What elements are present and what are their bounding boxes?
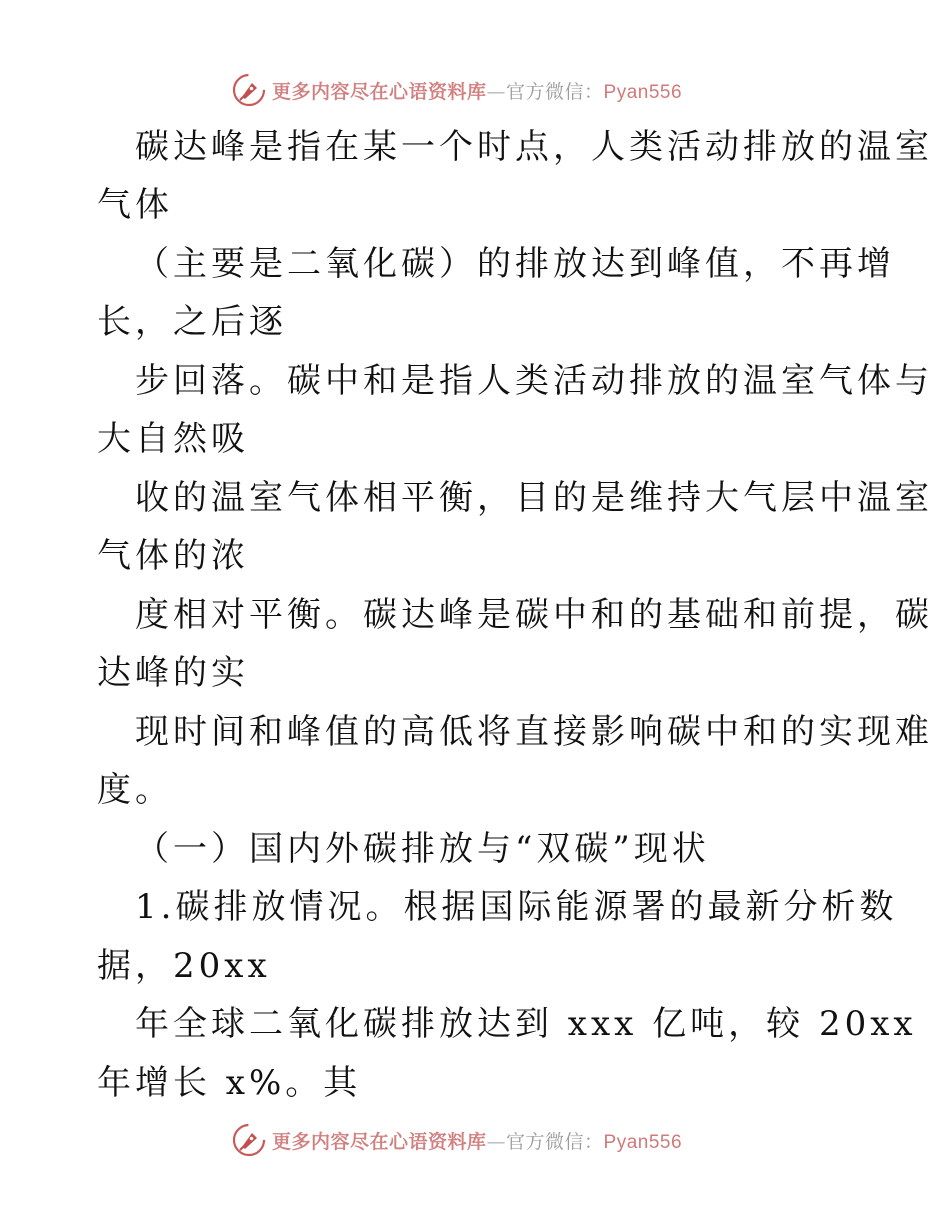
watermark-wechat-id: Pyan556 bbox=[603, 81, 683, 103]
body-line: 气体的浓 bbox=[97, 536, 249, 576]
body-line: 1.碳排放情况。根据国际能源署的最新分析数 bbox=[135, 887, 898, 927]
body-line: 长，之后逐 bbox=[97, 302, 287, 342]
watermark-label: 官方微信： bbox=[506, 1130, 604, 1153]
body-line: 据，20xx bbox=[97, 946, 271, 986]
body-line: 收的温室气体相平衡，目的是维持大气层中温室 bbox=[135, 478, 933, 518]
watermark-text bbox=[272, 77, 682, 104]
watermark-brand: 更多内容尽在心语资料库 bbox=[272, 80, 487, 103]
watermark-text bbox=[272, 1127, 682, 1154]
body-line: 大自然吸 bbox=[97, 419, 249, 459]
body-line: 年增长 x%。其 bbox=[97, 1063, 362, 1103]
body-line: 气体 bbox=[97, 185, 173, 225]
pen-nib-logo-icon bbox=[232, 73, 266, 107]
body-line: 现时间和峰值的高低将直接影响碳中和的实现难 bbox=[135, 712, 933, 752]
watermark-label: 官方微信： bbox=[506, 80, 604, 103]
body-line: 步回落。碳中和是指人类活动排放的温室气体与 bbox=[135, 361, 933, 401]
body-line: 度。 bbox=[97, 770, 173, 810]
footer-watermark bbox=[232, 1122, 682, 1158]
body-line: （主要是二氧化碳）的排放达到峰值，不再增 bbox=[135, 244, 895, 284]
body-line: 达峰的实 bbox=[97, 653, 249, 693]
watermark-wechat-id: Pyan556 bbox=[603, 1131, 683, 1153]
body-line: 年全球二氧化碳排放达到 xxx 亿吨，较 20xx bbox=[135, 1004, 917, 1044]
section-heading: （一）国内外碳排放与“双碳”现状 bbox=[135, 829, 710, 869]
header-watermark bbox=[232, 72, 682, 108]
watermark-dash: — bbox=[486, 1130, 507, 1153]
body-line: 碳达峰是指在某一个时点，人类活动排放的温室 bbox=[135, 127, 933, 167]
watermark-dash: — bbox=[486, 80, 507, 103]
body-line: 度相对平衡。碳达峰是碳中和的基础和前提，碳 bbox=[135, 595, 933, 635]
pen-nib-logo-icon bbox=[232, 1123, 266, 1157]
watermark-brand: 更多内容尽在心语资料库 bbox=[272, 1130, 487, 1153]
